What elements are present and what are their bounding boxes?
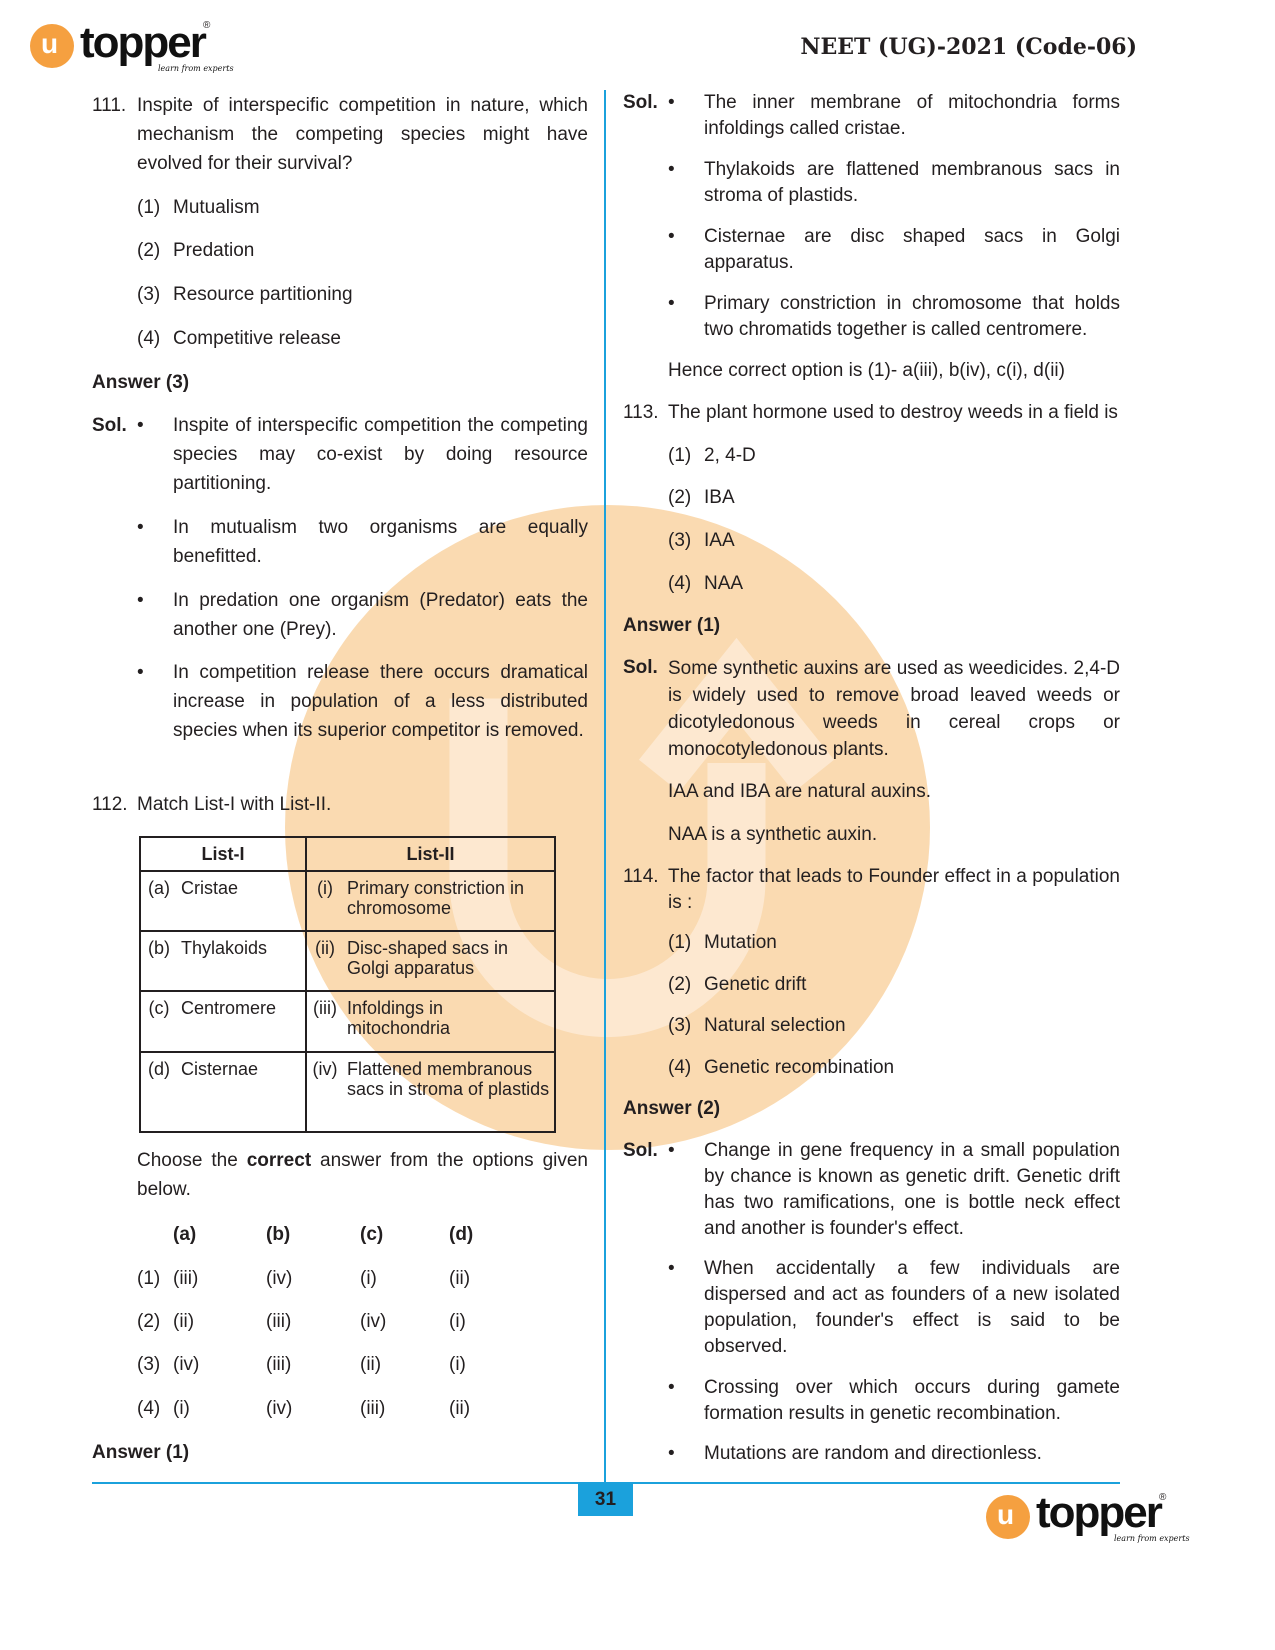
- option-value: (iv): [360, 1311, 387, 1332]
- row-label: (b): [140, 931, 177, 991]
- answer-label: Answer (2): [623, 1098, 721, 1119]
- option-text: Genetic recombination: [704, 1057, 895, 1078]
- option-number: (4): [668, 573, 692, 594]
- list-2-item: Infoldings in mitochondria: [343, 991, 555, 1052]
- question-text: Match List-I with List-II.: [137, 794, 332, 815]
- list-1-item: Cisternae: [177, 1052, 306, 1132]
- solution-label: Sol.: [623, 1140, 658, 1161]
- solution-bullet: In mutualism two organisms are equally benefitted.: [173, 517, 588, 567]
- bullet-icon: •: [668, 159, 675, 180]
- solution-bullet: In competition release there occurs dramatical increase in population of a less distributed species when its superior competitor is removed.: [173, 662, 588, 741]
- solution-conclusion: Hence correct option is (1)- a(iii), b(iv), c(i), d(ii): [668, 360, 1065, 381]
- list-2-item: Disc-shaped sacs in Golgi apparatus: [343, 931, 555, 991]
- table-row: [140, 931, 555, 991]
- option-value: (iv): [266, 1268, 293, 1289]
- question-number: 111.: [92, 95, 127, 116]
- option-number: (4): [137, 1398, 161, 1419]
- list-2-header: List-II: [306, 837, 555, 871]
- bullet-icon: •: [668, 226, 675, 247]
- option-text: Natural selection: [704, 1015, 846, 1036]
- solution-bullet: Thylakoids are flattened membranous sacs in stroma of plastids.: [704, 159, 1120, 206]
- bullet-icon: •: [668, 92, 675, 113]
- option-value: (i): [449, 1311, 466, 1332]
- choose-instruction: [137, 1146, 588, 1204]
- option-value: (ii): [173, 1311, 195, 1332]
- logo-tagline: learn from experts: [158, 64, 234, 73]
- question-text: The factor that leads to Founder effect in a population is :: [668, 866, 1120, 913]
- option-value: (iii): [266, 1354, 292, 1375]
- option-value: (iii): [266, 1311, 292, 1332]
- option-text: IBA: [704, 487, 735, 508]
- row-label: (iv): [306, 1052, 343, 1132]
- bullet-icon: •: [137, 517, 144, 538]
- solution-bullet: Cisternae are disc shaped sacs in Golgi apparatus.: [704, 226, 1120, 273]
- bullet-icon: •: [137, 590, 144, 611]
- logo-wordmark: topper: [1036, 1488, 1161, 1537]
- exam-title: NEET (UG)-2021 (Code-06): [800, 34, 1137, 60]
- question-number: 112.: [92, 794, 128, 815]
- option-number: (3): [668, 530, 692, 551]
- grid-header: (c): [360, 1224, 384, 1245]
- option-number: (1): [668, 445, 692, 466]
- solution-bullet: Primary constriction in chromosome that holds two chromatids together is called centromere.: [704, 293, 1120, 340]
- option-number: (3): [668, 1015, 692, 1036]
- table-row: [140, 871, 555, 931]
- solution-bullet: The inner membrane of mitochondria forms infoldings called cristae.: [704, 92, 1120, 139]
- column-divider: [604, 90, 606, 1485]
- solution-label: Sol.: [623, 657, 658, 678]
- bullet-icon: •: [668, 1443, 675, 1464]
- solution-text: Some synthetic auxins are used as weedicides. 2,4-D is widely used to remove broad leaved weeds or dicotyledonous weeds in cereal crops or monocotyledonous plants.: [668, 658, 1120, 760]
- option-text: 2, 4-D: [704, 445, 756, 466]
- option-text: Predation: [173, 240, 255, 261]
- table-row: [140, 991, 555, 1052]
- question-text: Inspite of interspecific competition in nature, which mechanism the competing species might have evolved for their survival?: [137, 95, 588, 174]
- list-1-item: Cristae: [177, 871, 306, 931]
- option-number: (2): [668, 487, 692, 508]
- option-number: (4): [137, 328, 161, 349]
- solution-bullet: Inspite of interspecific competition the competing species may co-exist by doing resource partitioning.: [173, 415, 588, 494]
- option-number: (1): [668, 932, 692, 953]
- solution-bullet: Mutations are random and directionless.: [704, 1443, 1042, 1464]
- grid-header: (b): [266, 1224, 291, 1245]
- logo-tagline: learn from experts: [1114, 1534, 1190, 1543]
- option-value: (ii): [449, 1268, 471, 1289]
- instruction-text: answer from the options given below.: [137, 1150, 588, 1200]
- logo-u-icon: u: [986, 1495, 1030, 1539]
- row-label: (iii): [306, 991, 343, 1052]
- table-header-row: [140, 837, 555, 871]
- question-text: The plant hormone used to destroy weeds in a field is: [668, 402, 1118, 423]
- table-row: [140, 1052, 555, 1132]
- bullet-icon: •: [137, 662, 144, 683]
- solution-bullet: Crossing over which occurs during gamete formation results in genetic recombination.: [704, 1377, 1120, 1424]
- option-value: (i): [449, 1354, 466, 1375]
- option-value: (iv): [173, 1354, 200, 1375]
- question-number: 113.: [623, 402, 659, 423]
- bullet-icon: •: [668, 1377, 675, 1398]
- option-text: Resource partitioning: [173, 284, 353, 305]
- answer-label: Answer (1): [623, 615, 721, 636]
- logo-wordmark: topper: [80, 18, 205, 67]
- option-text: Mutation: [704, 932, 777, 953]
- bullet-icon: •: [668, 1140, 675, 1161]
- option-value: (iii): [173, 1268, 199, 1289]
- solution-label: Sol.: [92, 415, 127, 436]
- option-text: Genetic drift: [704, 974, 807, 995]
- page-number: 31: [578, 1484, 633, 1516]
- option-value: (i): [173, 1398, 190, 1419]
- option-number: (2): [137, 1311, 161, 1332]
- grid-header: (d): [449, 1224, 474, 1245]
- option-number: (1): [137, 197, 161, 218]
- row-label: (ii): [306, 931, 343, 991]
- list-2-item: Primary constriction in chromosome: [343, 871, 555, 931]
- registered-mark: ®: [203, 20, 211, 31]
- option-number: (3): [137, 284, 161, 305]
- solution-bullet: When accidentally a few individuals are dispersed and act as founders of a new isolated population, founder's effect is said to be observed.: [704, 1258, 1120, 1357]
- bullet-icon: •: [668, 293, 675, 314]
- option-text: IAA: [704, 530, 735, 551]
- option-text: Mutualism: [173, 197, 260, 218]
- solution-label: Sol.: [623, 92, 658, 113]
- solution-text: IAA and IBA are natural auxins.: [668, 781, 932, 802]
- instruction-text: Choose the: [137, 1150, 247, 1171]
- match-table: [139, 836, 556, 1133]
- option-value: (iii): [360, 1398, 386, 1419]
- row-label: (c): [140, 991, 177, 1052]
- option-value: (i): [360, 1268, 377, 1289]
- option-value: (iv): [266, 1398, 293, 1419]
- option-text: NAA: [704, 573, 744, 594]
- question-number: 114.: [623, 866, 659, 887]
- option-value: (ii): [449, 1398, 471, 1419]
- row-label: (a): [140, 871, 177, 931]
- list-1-header: List-I: [140, 837, 306, 871]
- answer-label: Answer (3): [92, 372, 190, 393]
- list-2-item: Flattened membranous sacs in stroma of plastids: [343, 1052, 555, 1132]
- solution-bullet: In predation one organism (Predator) eats the another one (Prey).: [173, 590, 588, 640]
- option-number: (2): [668, 974, 692, 995]
- option-number: (4): [668, 1057, 692, 1078]
- row-label: (d): [140, 1052, 177, 1132]
- grid-header: (a): [173, 1224, 197, 1245]
- option-number: (2): [137, 240, 161, 261]
- instruction-bold: correct: [246, 1150, 312, 1171]
- option-number: (1): [137, 1268, 161, 1289]
- solution-bullet: Change in gene frequency in a small population by chance is known as genetic drift. Genetic drift has two ramifications, one is bottle neck effect and another is founder's effect.: [704, 1140, 1120, 1239]
- row-label: (i): [306, 871, 343, 931]
- option-text: Competitive release: [173, 328, 341, 349]
- logo-u-icon: u: [30, 24, 74, 68]
- option-value: (ii): [360, 1354, 382, 1375]
- bullet-icon: •: [137, 415, 144, 436]
- registered-mark: ®: [1159, 1492, 1167, 1503]
- answer-label: Answer (1): [92, 1442, 190, 1463]
- list-1-item: Centromere: [177, 991, 306, 1052]
- bullet-icon: •: [668, 1258, 675, 1279]
- list-1-item: Thylakoids: [177, 931, 306, 991]
- option-number: (3): [137, 1354, 161, 1375]
- solution-text: NAA is a synthetic auxin.: [668, 824, 878, 845]
